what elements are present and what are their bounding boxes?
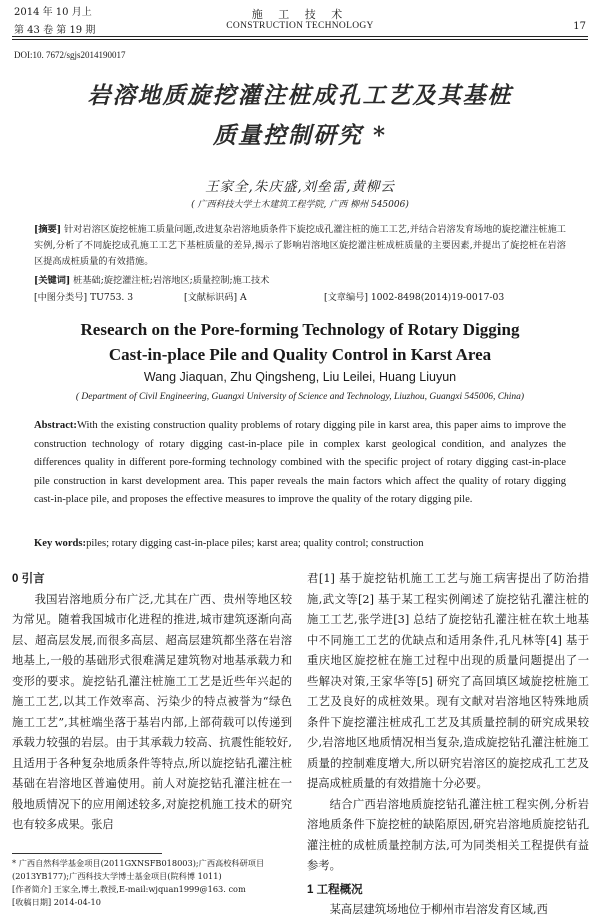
affiliation-cn: ( 广西科技大学土木建筑工程学院, 广西 柳州 545006)	[191, 200, 409, 210]
right-para3: 某高层建筑场地位于柳州市岩溶发育区域,西	[329, 903, 548, 916]
issue-date: 2014 年 10 月上	[14, 7, 92, 18]
title-en	[0, 317, 600, 367]
keywords-en-text: piles; rotary digging cast-in-place piles; karst area; quality control; construction	[86, 538, 424, 549]
document-code: [文献标识码] A	[184, 292, 247, 303]
authors-cn: 王家全,朱庆盛,刘垒雷,黄柳云	[205, 179, 395, 195]
keywords-cn	[34, 272, 566, 286]
right-para1: 君[1] 基于旋挖钻机施工工艺与施工病害提出了防治措施,武文等[2] 基于某工程实例阐述了旋挖钻孔灌注桩的施工工艺,张学进[3] 总结了旋挖钻孔灌注桩在软土地基中不同施工工艺的优缺点和适用条件,孔凡林等[4] 基于重庆地区旋挖桩在施工过程中出现的质量问题提出了一些解决对策,王家华等[5] 研究了高回填区域旋挖桩施工工艺及良好的成桩效果。现有文献对岩溶地区特殊地质条件下旋挖灌注桩成孔工艺及其质量控制的研究成果较少,岩溶地区地质情况相当复杂,造成旋挖钻孔灌注桩施工质量的控制难度增大,所以研究岩溶区的旋挖成孔工艺及提高成桩质量的有效措施十分必要。	[307, 572, 589, 790]
clc-number: [中图分类号] TU753. 3	[34, 292, 134, 303]
volume-issue: 第 43 卷 第 19 期	[14, 25, 96, 36]
keywords-cn-text: 桩基础;旋挖灌注桩;岩溶地区;质量控制;施工技术	[70, 275, 270, 286]
journal-name-en: CONSTRUCTION TECHNOLOGY	[226, 21, 374, 31]
right-para2: 结合广西岩溶地质旋挖钻孔灌注桩工程实例,分析岩溶地质条件下旋挖桩的缺陷原因,研究岩溶地质旋挖钻孔灌注桩的成桩质量控制方法,可为同类相关工程提供有益参考。	[307, 797, 589, 872]
footnote-received: [收稿日期] 2014-04-10	[12, 897, 101, 907]
right-column	[307, 569, 589, 921]
abstract-en-label: Abstract:	[34, 420, 77, 431]
title-cn-line2: 质量控制研究 *	[212, 122, 388, 149]
doi: DOI:10. 7672/sgjs2014190017	[14, 50, 126, 60]
keywords-cn-label: [关键词]	[34, 275, 71, 286]
section-0-heading: 0 引言	[12, 573, 45, 585]
running-header	[14, 4, 586, 38]
header-rule-thin	[12, 39, 588, 40]
title-en-line2: Cast-in-place Pile and Quality Control in Karst Area	[108, 345, 492, 364]
affiliation-en: ( Department of Civil Engineering, Guangxi University of Science and Technology, Liuzhou, Guangxi 545006, China)	[75, 392, 525, 402]
abstract-cn	[34, 222, 566, 270]
abstract-en-text: With the existing construction quality problems of rotary digging pile in karst area, this paper aims to improve the construction technology of rotary digging cast-in-place pile in complex karst geological condition, and analyzes the differences quality in different pore-forming technology combined with the specific project of rotary digging cast-in-place pile construction in karst development area. This paper reveals the main factors which affect the quality of rotary digging cast-in-place pile, and proposes the effective measures to improve the quality of the rotary digging pile.	[34, 420, 566, 505]
keywords-en-label: Key words:	[34, 538, 87, 549]
journal-name-cn: 施 工 技 术	[251, 8, 349, 21]
left-column	[12, 569, 292, 836]
footnote-author: [作者简介] 王家全,博士,教授,E-mail:wjquan1999@163. com	[12, 884, 246, 894]
title-cn-line1: 岩溶地质旋挖灌注桩成孔工艺及其基桩	[87, 82, 513, 109]
section-0-para1: 我国岩溶地质分布广泛,尤其在广西、贵州等地区较为常见。随着我国城市化进程的推进,城市建筑逐渐向高层、超高层发展,而很多高层、超高层建筑都坐落在岩溶地基上,一般的基础形式很难满足建筑物对地基承载力和变形的要求。旋挖钻孔灌注桩施工工艺是近些年兴起的施工工艺,以其工作效率高、污染少的特点被誉为“绿色施工工艺”,其桩端坐落于基岩内部,上部荷载可以传递到承载力较强的岩层。由于其承载力较高、抗震性能较好,且适用于各种复杂地质条件等特点,所以旋挖钻孔灌注桩基础在岩溶地区普遍使用。前人对旋挖钻孔灌注桩在一般地质情况下的应用阐述较多,对旋挖机施工技术的研究也有较多成果。张启	[12, 592, 292, 831]
abstract-cn-label: [摘要]	[34, 224, 62, 235]
abstract-cn-text: 针对岩溶区旋挖桩施工质量问题,改进复杂岩溶地质条件下旋挖成孔灌注桩的施工工艺,并结合岩溶发育场地的旋挖灌注桩施工实例,分析了不同旋挖成孔施工工艺下基桩质量的差异,揭示了影响岩溶地区旋挖灌注桩成桩质量的主要因素,并提出了旋挖桩在岩溶区提高成桩质量的有效措施。	[34, 224, 566, 267]
article-number: [文章编号] 1002-8498(2014)19-0017-03	[324, 292, 505, 303]
footnote-rule	[12, 853, 162, 854]
keywords-en	[34, 538, 566, 549]
footnote-fund: * 广西自然科学基金项目(2011GXNSFB018003);广西高校科研项目(2013YB177);广西科技大学博士基金项目(院科博 1011)	[12, 858, 265, 881]
authors-en: Wang Jiaquan, Zhu Qingsheng, Liu Leilei, Huang Liuyun	[143, 370, 457, 384]
header-rule-thick	[12, 36, 588, 37]
section-1-heading: 1 工程概况	[307, 883, 363, 896]
page-number: 17	[573, 21, 586, 32]
title-en-line1: Research on the Pore-forming Technology of Rotary Digging	[80, 320, 520, 339]
abstract-en	[34, 417, 566, 510]
title-cn	[0, 80, 600, 152]
